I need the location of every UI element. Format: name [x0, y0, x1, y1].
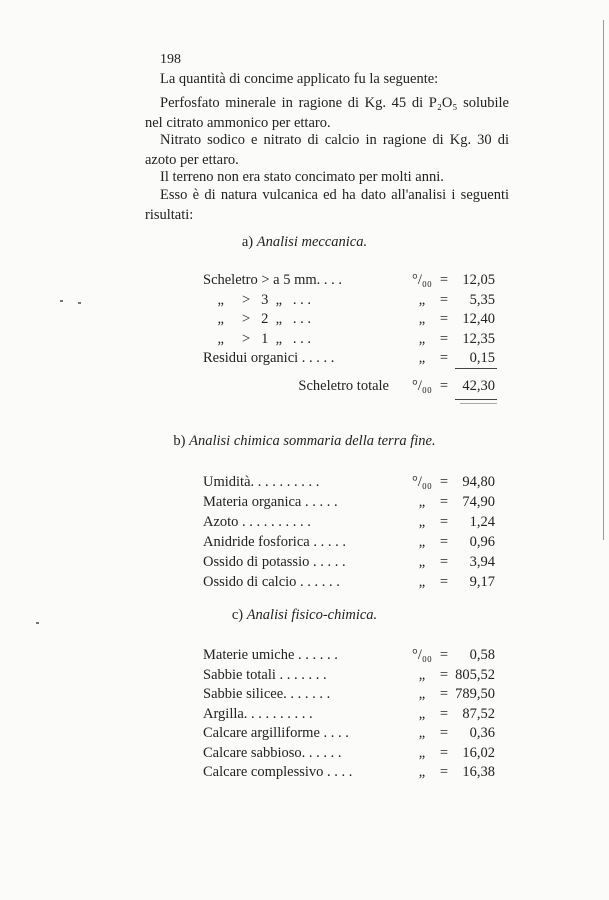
- row-label: „ > 2 „ . . .: [203, 311, 312, 327]
- table-row: [203, 704, 495, 724]
- row-label: Calcare complessivo . . . .: [203, 764, 353, 780]
- row-value: 1,24: [469, 514, 495, 530]
- row-label: Calcare argilliforme . . . .: [203, 725, 349, 741]
- row-value: 74,90: [462, 494, 495, 510]
- paragraph-3: Nitrato sodico e nitrato di calcio in ragione di Kg. 30 di azoto per ettaro.: [145, 132, 509, 168]
- row-unit: „: [418, 494, 426, 510]
- row-label: Azoto . . . . . . . . . .: [203, 514, 311, 530]
- table-row: [203, 290, 495, 310]
- section-a-prefix: a): [241, 234, 254, 250]
- section-b-heading: [0, 433, 609, 450]
- row-unit: „: [418, 330, 426, 347]
- table-row: [203, 512, 495, 532]
- row-label: Argilla. . . . . . . . . .: [203, 705, 313, 722]
- row-equals: =: [439, 311, 449, 327]
- row-label: Residui organici . . . . .: [203, 350, 335, 366]
- row-equals: =: [439, 494, 449, 510]
- row-value: 87,52: [462, 705, 495, 722]
- table-row: [203, 743, 495, 763]
- row-label: Sabbie totali . . . . . . .: [203, 666, 327, 683]
- table-row: [203, 348, 495, 368]
- row-label: Materie umiche . . . . . .: [203, 647, 338, 663]
- table-row: [203, 329, 495, 349]
- row-unit: „: [418, 291, 426, 308]
- row-unit: „: [418, 744, 426, 761]
- table-row: [203, 665, 495, 685]
- row-value: 789,50: [455, 686, 495, 702]
- section-a-total-row: [0, 375, 609, 397]
- table-row: [203, 492, 495, 512]
- row-equals: =: [439, 272, 449, 288]
- row-unit: „: [418, 554, 426, 570]
- table-row: [203, 532, 495, 552]
- row-equals: =: [439, 514, 449, 530]
- row-unit: „: [418, 534, 426, 550]
- row-equals: =: [439, 554, 449, 570]
- total-label: Scheletro totale: [298, 378, 389, 394]
- row-unit: „: [418, 686, 426, 702]
- row-value: 94,80: [462, 474, 495, 490]
- paragraph-2: Perfosfato minerale in ragione di Kg. 45 di P₂O₅ solubile nel citrato ammonico per ettaro.: [145, 95, 509, 131]
- section-c-title: Analisi fisico-chimica.: [246, 607, 378, 623]
- section-c-heading: [0, 607, 609, 624]
- row-equals: =: [439, 350, 449, 366]
- row-label: Anidride fosforica . . . . .: [203, 534, 346, 550]
- page-edge-line: [603, 20, 604, 540]
- row-unit: „: [418, 705, 426, 722]
- row-unit: „: [418, 311, 426, 327]
- row-unit: °/₀₀: [412, 647, 432, 663]
- row-value: 0,58: [469, 647, 495, 663]
- row-value: 805,52: [455, 666, 495, 683]
- row-equals: =: [439, 534, 449, 550]
- section-a-title: Analisi meccanica.: [256, 234, 368, 250]
- paragraph-4: Il terreno non era stato concimato per molti anni.: [160, 169, 444, 185]
- table-row: [203, 472, 495, 492]
- speck: [78, 302, 81, 304]
- total-underline: [455, 399, 497, 400]
- row-equals: =: [439, 574, 449, 590]
- row-value: 16,02: [462, 744, 495, 761]
- row-unit: „: [418, 350, 426, 366]
- row-equals: =: [439, 666, 449, 683]
- table-row: [203, 762, 495, 782]
- section-b-prefix: b): [173, 433, 186, 449]
- row-unit: °/₀₀: [412, 474, 432, 490]
- row-value: 16,38: [462, 764, 495, 780]
- total-equals: =: [439, 378, 449, 394]
- row-unit: „: [418, 514, 426, 530]
- total-underline-2: [460, 403, 497, 404]
- table-row: [203, 270, 495, 290]
- row-value: 12,40: [462, 311, 495, 327]
- section-b-title: Analisi chimica sommaria della terra fine.: [189, 433, 436, 449]
- row-label: Sabbie silicee. . . . . . .: [203, 686, 331, 702]
- row-label: Umidità. . . . . . . . . .: [203, 474, 320, 490]
- row-label: Ossido di potassio . . . . .: [203, 554, 346, 570]
- table-row: [203, 572, 495, 592]
- row-label: Calcare sabbioso. . . . . .: [203, 744, 342, 761]
- row-value: 12,05: [462, 272, 495, 288]
- row-label: „ > 3 „ . . .: [203, 291, 312, 308]
- section-a-heading: [0, 234, 609, 251]
- row-value: 5,35: [469, 291, 495, 308]
- table-row: [203, 552, 495, 572]
- row-value: 12,35: [462, 330, 495, 347]
- sum-rule: [455, 368, 497, 369]
- section-c-prefix: c): [231, 607, 244, 623]
- row-equals: =: [439, 744, 449, 761]
- row-label: „ > 1 „ . . .: [203, 330, 312, 347]
- row-unit: °/₀₀: [412, 272, 432, 288]
- row-equals: =: [439, 686, 449, 702]
- row-label: Scheletro > a 5 mm. . . .: [203, 272, 343, 288]
- row-unit: „: [418, 574, 426, 590]
- page-number: 198: [160, 52, 181, 67]
- row-equals: =: [439, 330, 449, 347]
- row-label: Materia organica . . . . .: [203, 494, 338, 510]
- table-row: [203, 684, 495, 704]
- row-unit: „: [418, 725, 426, 741]
- table-row: [203, 309, 495, 329]
- row-equals: =: [439, 725, 449, 741]
- row-value: 0,36: [469, 725, 495, 741]
- row-unit: „: [418, 666, 426, 683]
- row-equals: =: [439, 705, 449, 722]
- paragraph-1: La quantità di concime applicato fu la seguente:: [160, 71, 439, 87]
- row-equals: =: [439, 764, 449, 780]
- paragraph-5: Esso è di natura vulcanica ed ha dato all'analisi i seguenti risultati:: [145, 187, 509, 223]
- row-value: 0,15: [469, 350, 495, 366]
- total-value: 42,30: [462, 378, 495, 394]
- row-equals: =: [439, 474, 449, 490]
- row-label: Ossido di calcio . . . . . .: [203, 574, 340, 590]
- row-value: 9,17: [469, 574, 495, 590]
- row-value: 3,94: [469, 554, 495, 570]
- table-row: [203, 723, 495, 743]
- speck: [60, 300, 63, 302]
- row-unit: „: [418, 764, 426, 780]
- row-equals: =: [439, 647, 449, 663]
- table-row: [203, 645, 495, 665]
- total-unit: °/₀₀: [412, 378, 432, 394]
- row-equals: =: [439, 291, 449, 308]
- row-value: 0,96: [469, 534, 495, 550]
